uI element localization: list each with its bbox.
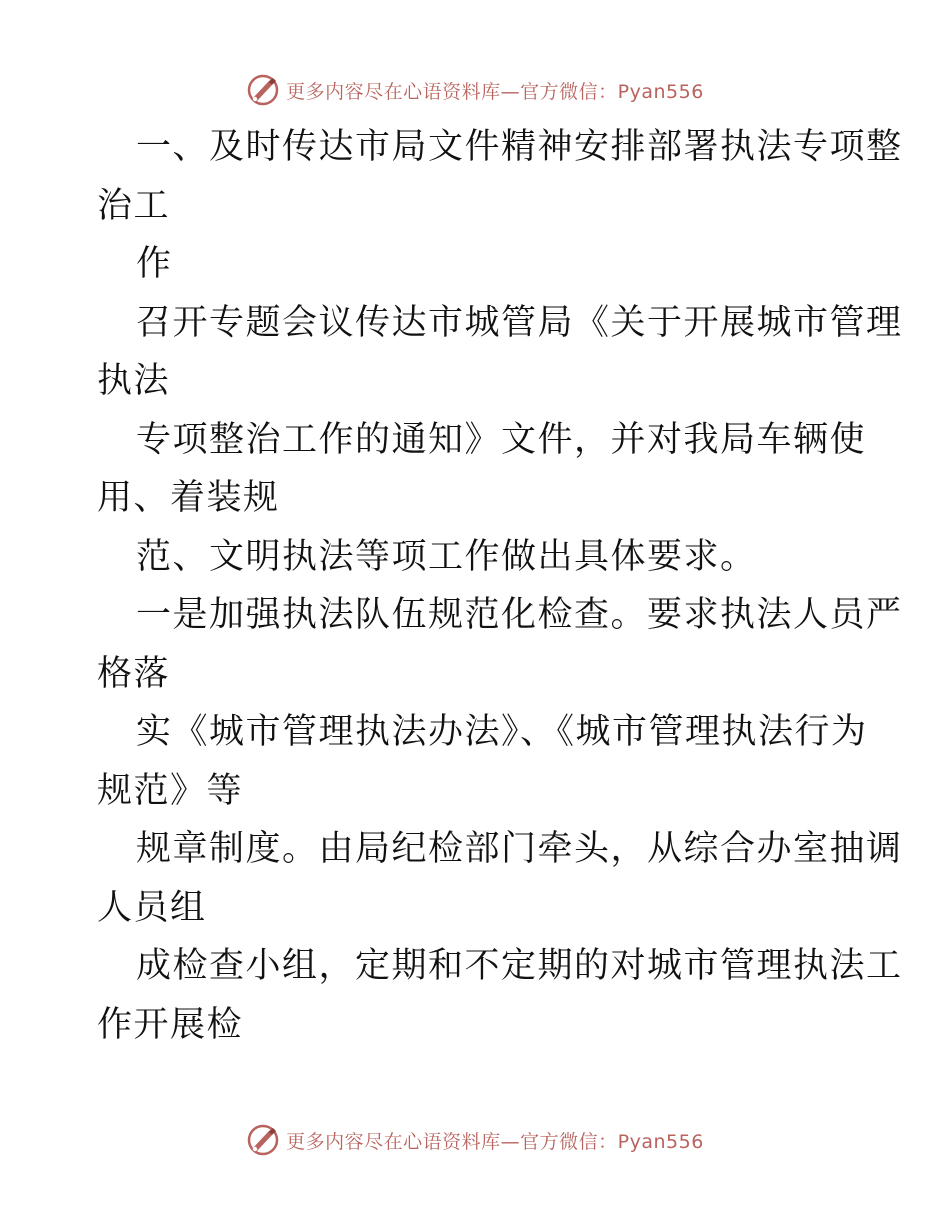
text-line: 作 [136,244,173,284]
pen-nib-logo-icon [246,73,280,107]
text-line: 规章制度。由局纪检部门牵头，从综合办室抽调 [136,829,903,869]
text-line: 召开专题会议传达市城管局《关于开展城市管理 [136,302,903,343]
text-line: 格落 [97,653,171,694]
banner-text: 更多内容尽在心语资料库—官方微信：Pyan556 [286,80,704,103]
text-line: 实《城市管理执法办法》、《城市管理执法行为 [136,712,868,752]
header-banner [0,70,950,110]
text-line: 范、文明执法等项工作做出具体要求。 [136,536,757,577]
text-line: 作开展检 [97,1004,244,1045]
text-line: 专项整治工作的通知》文件，并对我局车辆使 [136,419,867,460]
document-body [97,118,903,1054]
text-line: 用、着装规 [97,478,280,518]
text-line: 人员组 [97,887,207,928]
text-line: 规范》等 [97,770,244,811]
text-line: 执法 [97,361,171,401]
pen-nib-logo-icon [246,1123,280,1157]
text-line: 一是加强执法队伍规范化检查。要求执法人员严 [136,595,903,635]
text-line: 一、及时传达市局文件精神安排部署执法专项整 [136,127,903,167]
banner-text: 更多内容尽在心语资料库—官方微信：Pyan556 [286,1130,704,1153]
footer-banner [0,1120,950,1160]
text-line: 成检查小组，定期和不定期的对城市管理执法工 [136,946,903,986]
text-line: 治工 [97,185,171,226]
